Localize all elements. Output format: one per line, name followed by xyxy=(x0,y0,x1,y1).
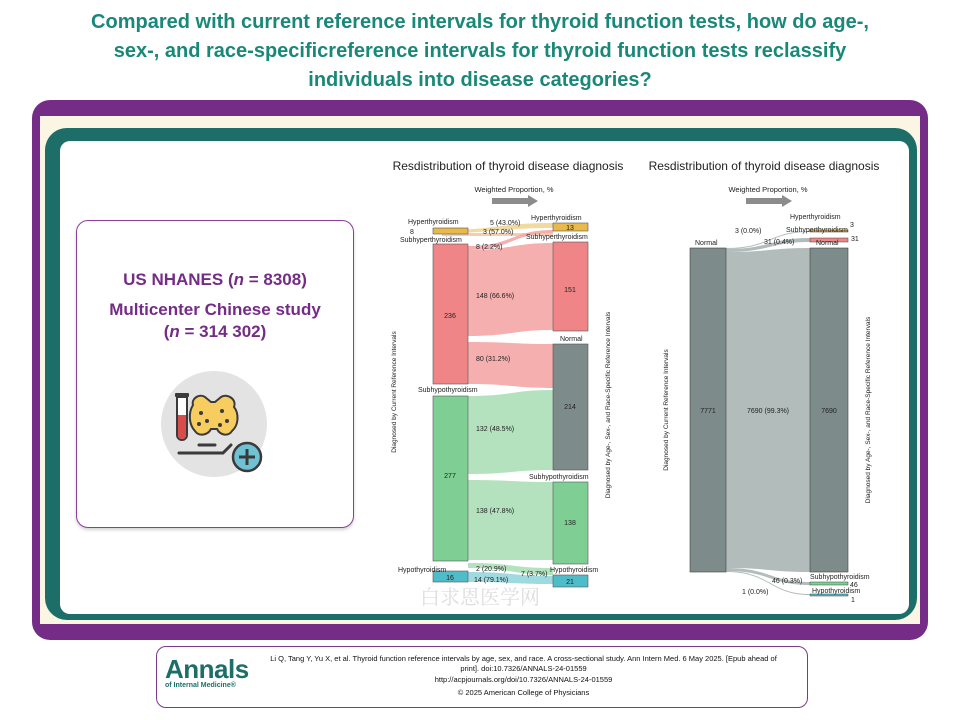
right-value-subhyperthyroidism: 151 xyxy=(564,287,576,294)
node-right-subhypothyroidism xyxy=(810,582,848,585)
left-axis-title: Weighted Proportion, % xyxy=(474,185,554,194)
left-label-normal: Normal xyxy=(695,240,718,247)
us-nhanes-label: US NHANES (n = 8308) xyxy=(123,270,307,289)
left-label-hypothyroidism: Hypothyroidism xyxy=(398,567,447,574)
chinese-study-label: Multicenter Chinese study xyxy=(109,300,321,319)
right-diagram-right-axis-label: Diagnosed by Age-, Sex-, and Race-Specific Reference Intervals xyxy=(865,316,872,504)
chinese-study-n: (n = 314 302) xyxy=(163,322,267,341)
flow-label: 138 (47.8%) xyxy=(476,508,515,515)
right-diagram-title: Resdistribution of thyroid disease diagnosis xyxy=(648,159,880,173)
citation-url[interactable]: http://acpjournals.org/doi/10.7326/ANNALS-24-01559 xyxy=(434,675,613,684)
right-value-subhypothyroidism: 46 xyxy=(850,582,858,589)
right-value-hypothyroidism: 1 xyxy=(851,597,855,604)
citation-line-1: Li Q, Tang Y, Yu X, et al. Thyroid function reference intervals by age, sex, and race. A cross-sectional study. Ann Intern Med. 6 May 2025. [Epub ahead of xyxy=(270,654,777,663)
right-label-hypothyroidism: Hypothyroidism xyxy=(550,567,599,574)
citation-box xyxy=(156,646,808,708)
left-diagram-title: Resdistribution of thyroid disease diagnosis xyxy=(392,159,624,173)
flow-label: 2 (20.9%) xyxy=(476,566,507,573)
right-label-subhyperthyroidism: Subhyperthyroidism xyxy=(526,234,588,241)
left-value-normal: 7771 xyxy=(700,408,716,415)
left-diagram-left-axis-label: Diagnosed by Current Reference Intervals xyxy=(391,331,398,453)
flow-label: 7690 (99.3%) xyxy=(746,408,790,415)
left-label-hyperthyroidism: Hyperthyroidism xyxy=(408,219,459,226)
flow-label: 8 (2.2%) xyxy=(476,244,503,251)
left-value-hyperthyroidism: 8 xyxy=(410,229,414,236)
right-label-normal: Normal xyxy=(560,336,583,343)
flow-subhyper-to-subhyper xyxy=(468,243,553,336)
flow-subhyper-to-normal xyxy=(468,342,553,388)
left-label-subhypothyroidism: Subhypothyroidism xyxy=(418,387,478,394)
right-value-normal: 7690 xyxy=(821,408,837,415)
annals-logo-wordmark: Annals xyxy=(165,654,249,684)
right-label-subhyperthyroidism: Subhyperthyroidism xyxy=(786,227,848,234)
right-value-normal: 214 xyxy=(564,404,576,411)
right-label-hypothyroidism: Hypothyroidism xyxy=(812,588,861,595)
flow-label: 7 (3.7%) xyxy=(521,571,548,578)
flow-label: 46 (0.3%) xyxy=(772,578,803,585)
annals-logo xyxy=(165,654,249,691)
title-line-1: Compared with current reference intervals for thyroid function tests, how do age-, xyxy=(91,11,869,33)
node-left-hyperthyroidism xyxy=(433,228,468,234)
left-label-subhyperthyroidism: Subhyperthyroidism xyxy=(400,237,462,244)
right-label-hyperthyroidism: Hyperthyroidism xyxy=(790,214,841,221)
left-value-subhypothyroidism: 277 xyxy=(444,473,456,480)
left-value-subhyperthyroidism: 236 xyxy=(444,313,456,320)
citation-text xyxy=(251,654,796,698)
right-value-hypothyroidism: 21 xyxy=(566,579,574,586)
right-value-subhypothyroidism: 138 xyxy=(564,520,576,527)
right-diagram-left-axis-label: Diagnosed by Current Reference Intervals xyxy=(663,349,670,471)
flow-label: 3 (57.0%) xyxy=(483,229,514,236)
flow-label: 148 (66.6%) xyxy=(476,293,515,300)
right-direction-arrow xyxy=(746,195,792,207)
citation-copyright: © 2025 American College of Physicians xyxy=(457,688,590,697)
right-label-normal: Normal xyxy=(816,240,839,247)
watermark: 白求恩医学网 xyxy=(420,585,540,609)
right-label-subhypothyroidism: Subhypothyroidism xyxy=(810,574,870,581)
left-direction-arrow xyxy=(492,195,538,207)
right-label-subhypothyroidism: Subhypothyroidism xyxy=(529,474,589,481)
right-value-hyperthyroidism: 13 xyxy=(566,225,574,232)
title-line-3: individuals into disease categories? xyxy=(308,69,652,91)
flow-label: 132 (48.5%) xyxy=(476,426,515,433)
left-diagram xyxy=(391,159,623,609)
right-value-hyperthyroidism: 3 xyxy=(850,222,854,229)
right-diagram xyxy=(649,159,880,604)
right-axis-title: Weighted Proportion, % xyxy=(728,185,808,194)
right-label-hyperthyroidism: Hyperthyroidism xyxy=(531,215,582,222)
flow-label: 1 (0.0%) xyxy=(742,589,769,596)
flow-label: 80 (31.2%) xyxy=(476,356,511,363)
left-diagram-right-axis-label: Diagnosed by Age-, Sex-, and Race-Specific Reference Intervals xyxy=(605,311,612,499)
flow-label: 31 (0.4%) xyxy=(764,239,795,246)
flow-subhypo-to-subhypo xyxy=(468,480,553,560)
flow-label: 14 (79.1%) xyxy=(474,577,509,584)
title-line-2: sex-, and race-specificreference intervals for thyroid function tests reclassify xyxy=(113,40,847,62)
right-value-subhyperthyroidism: 31 xyxy=(851,236,859,243)
flow-label: 3 (0.0%) xyxy=(735,228,762,235)
flow-label: 5 (43.0%) xyxy=(490,220,521,227)
citation-line-2: print]. doi:10.7326/ANNALS-24-01559 xyxy=(460,664,587,673)
left-value-hypothyroidism: 16 xyxy=(446,575,454,582)
annals-logo-subtitle: of Internal Medicine® xyxy=(165,682,236,689)
